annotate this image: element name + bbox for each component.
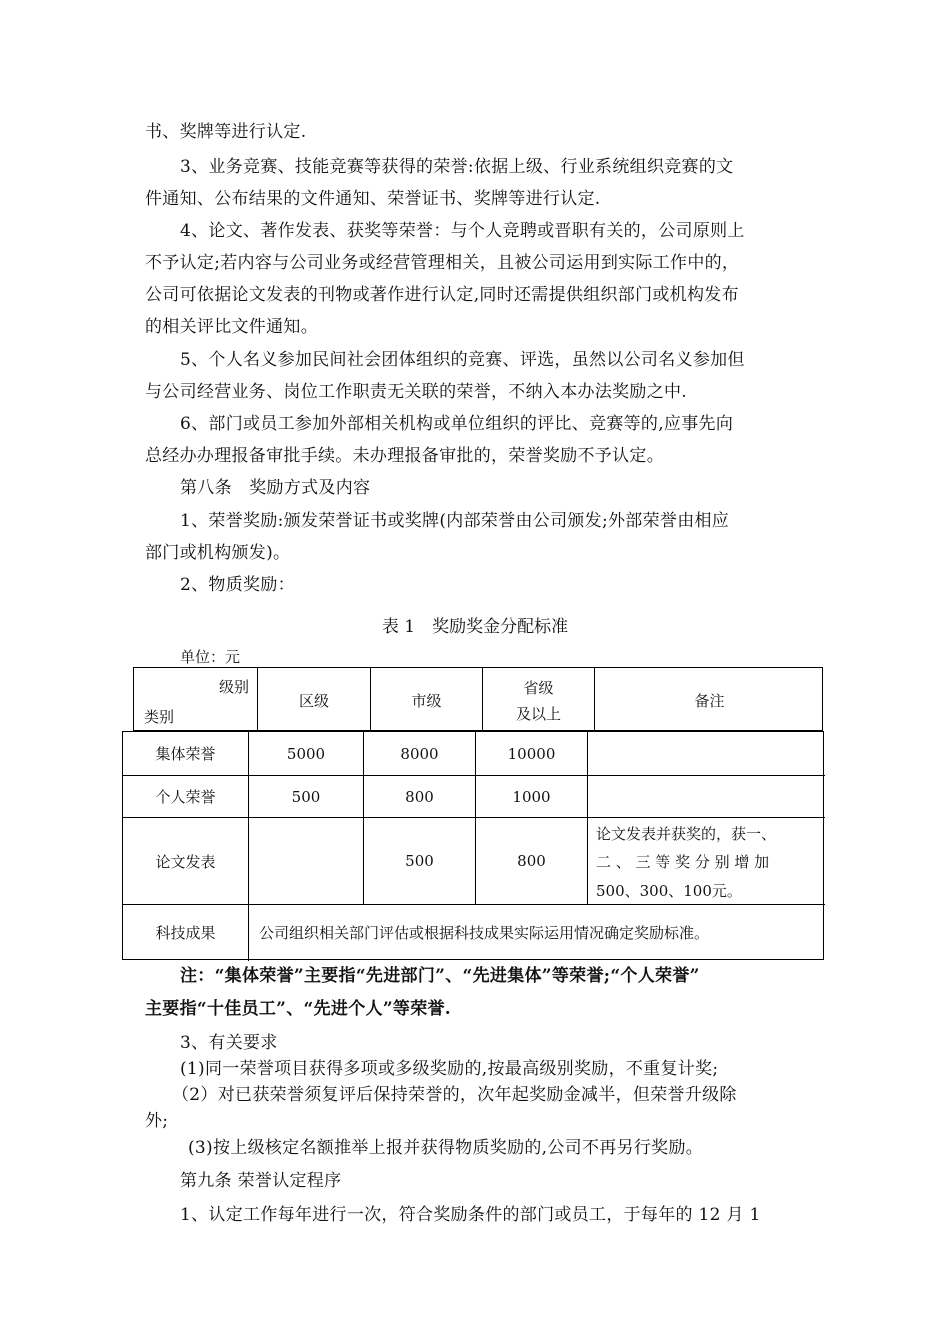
header-province-above: 及以上	[515, 704, 561, 723]
paragraph-line: 5、个人名义参加民间社会团体组织的竞赛、评选，虽然以公司名义参加但	[180, 350, 745, 370]
table-cell-category: 集体荣誉	[155, 745, 216, 763]
table-cell-remark-line: 论文发表并获奖的，获一、	[596, 825, 777, 843]
note-line: 主要指“十佳员工”、“先进个人”等荣誉.	[145, 999, 452, 1019]
requirement-item: （2）对已获荣誉须复评后保持荣誉的，次年起奖励金减半，但荣誉升级除	[172, 1085, 737, 1105]
subsection-heading: 3、有关要求	[180, 1033, 278, 1053]
paragraph-line: 公司可依据论文发表的刊物或著作进行认定,同时还需提供组织部门或机构发布	[145, 285, 739, 305]
table-cell-province: 1000	[512, 787, 551, 806]
table-cell-category: 个人荣誉	[155, 788, 216, 806]
table-cell-category: 科技成果	[155, 924, 216, 942]
table-header	[133, 667, 823, 731]
table-cell-province: 800	[517, 852, 546, 870]
paragraph-line: 2、物质奖励：	[180, 575, 295, 595]
header-corner-level: 级别	[218, 677, 249, 696]
article-heading: 第九条 荣誉认定程序	[180, 1171, 342, 1191]
paragraph-line: 1、荣誉奖励:颁发荣誉证书或奖牌(内部荣誉由公司颁发;外部荣誉由相应	[180, 511, 730, 531]
table-unit: 单位：元	[180, 648, 241, 666]
table-cell-remark-line: 500、300、100元。	[596, 881, 742, 900]
header-remark: 备注	[694, 691, 725, 710]
table-cell-district: 5000	[286, 744, 326, 763]
paragraph-line: 1、认定工作每年进行一次，符合奖励条件的部门或员工，于每年的 12 月 1	[180, 1205, 761, 1225]
table-body	[122, 731, 824, 960]
table-caption: 表 1 奖励奖金分配标准	[381, 617, 569, 637]
table-cell-city: 500	[405, 852, 434, 870]
paragraph-line: 部门或机构颁发)。	[145, 543, 291, 563]
header-province: 省级	[523, 678, 554, 697]
table-cell-city: 800	[405, 787, 434, 806]
paragraph-line: 不予认定;若内容与公司业务或经营管理相关，且被公司运用到实际工作中的，	[145, 253, 740, 273]
table-cell-tech-standard: 公司组织相关部门评估或根据科技成果实际运用情况确定奖励标准。	[259, 924, 710, 942]
paragraph-line: 件通知、公布结果的文件通知、荣誉证书、奖牌等进行认定.	[145, 189, 601, 209]
table-cell-district: 500	[291, 787, 321, 806]
paragraph-line: 4、论文、著作发表、获奖等荣誉：与个人竞聘或晋职有关的，公司原则上	[180, 221, 745, 241]
table-cell-province: 10000	[507, 744, 556, 763]
paragraph-line: 总经办办理报备审批手续。未办理报备审批的，荣誉奖励不予认定。	[145, 446, 664, 466]
requirement-item: 外;	[145, 1111, 169, 1131]
header-district: 区级	[298, 691, 329, 710]
table-cell-remark-line: 二 、 三 等 奖 分 别 增 加	[596, 853, 770, 871]
requirement-item: (3)按上级核定名额推举上报并获得物质奖励的,公司不再另行奖励。	[188, 1138, 704, 1158]
header-corner-category: 类别	[144, 707, 175, 726]
note-line: 注：“集体荣誉”主要指“先进部门”、“先进集体”等荣誉;“个人荣誉”	[180, 966, 700, 986]
paragraph-line: 6、部门或员工参加外部相关机构或单位组织的评比、竞赛等的,应事先向	[180, 414, 734, 434]
header-city: 市级	[411, 691, 442, 710]
requirement-item: (1)同一荣誉项目获得多项或多级奖励的,按最高级别奖励，不重复计奖;	[180, 1059, 719, 1079]
paragraph-line: 3、业务竞赛、技能竞赛等获得的荣誉:依据上级、行业系统组织竞赛的文	[180, 157, 734, 177]
paragraph-line: 书、奖牌等进行认定.	[145, 122, 307, 142]
paragraph-line: 与公司经营业务、岗位工作职责无关联的荣誉，不纳入本办法奖励之中.	[145, 382, 688, 402]
table-cell-city: 8000	[400, 744, 439, 763]
article-heading: 第八条 奖励方式及内容	[180, 478, 371, 498]
paragraph-line: 的相关评比文件通知。	[145, 317, 318, 337]
table-cell-category: 论文发表	[155, 852, 216, 871]
